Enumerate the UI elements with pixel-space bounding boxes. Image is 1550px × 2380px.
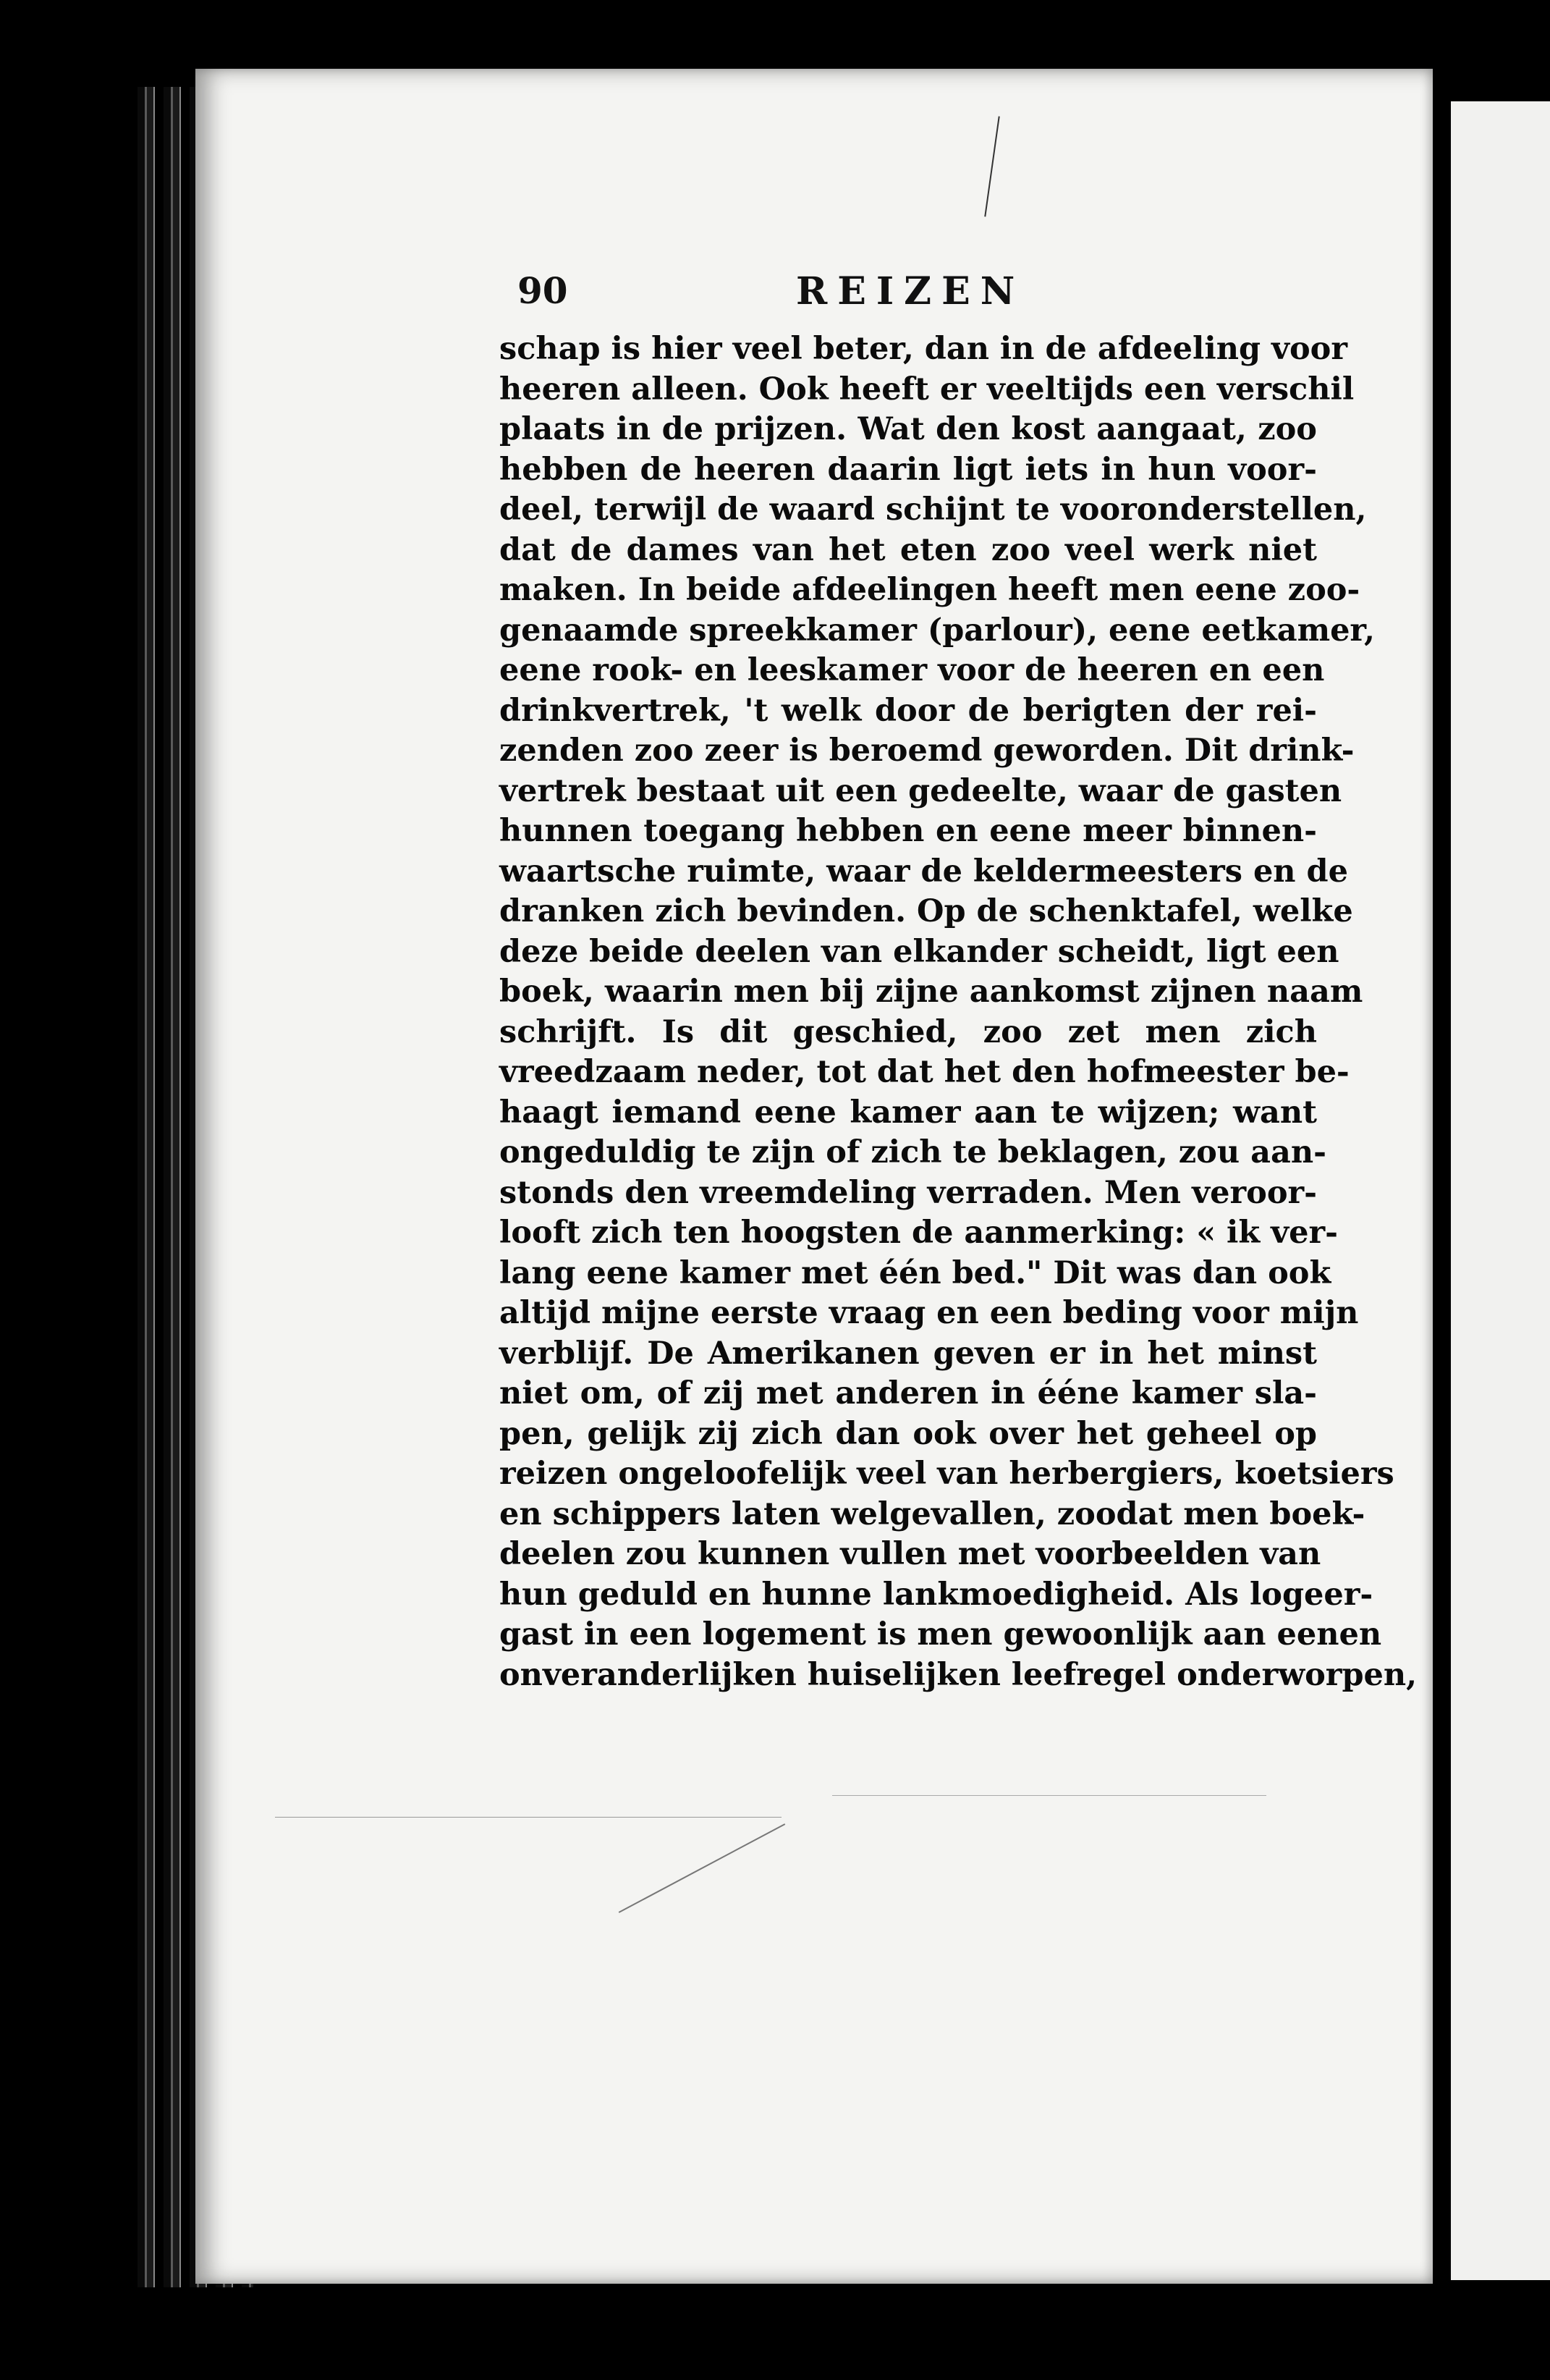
text-line: drinkvertrek, 't welk door de berigten der rei- <box>499 692 1317 729</box>
text-line: schrijft. Is dit geschied, zoo zet men zich <box>499 1013 1317 1050</box>
text-line: vreedzaam neder, tot dat het den hofmeester be- <box>499 1054 1350 1090</box>
text-line: ongeduldig te zijn of zich te beklagen, zou aan- <box>499 1134 1326 1170</box>
page-number: 90 <box>517 269 568 312</box>
text-line: lang eene kamer met één bed." Dit was dan ook <box>499 1254 1331 1291</box>
text-line: vertrek bestaat uit een gedeelte, waar de gasten <box>499 772 1342 809</box>
scan-scratch <box>275 1817 782 1818</box>
text-line: maken. In beide afdeelingen heeft men eene zoo- <box>499 572 1360 608</box>
text-line: deelen zou kunnen vullen met voorbeelden van <box>499 1536 1321 1572</box>
text-line: onveranderlijken huiselijken leefregel onderworpen, <box>499 1656 1418 1693</box>
scan-scratch <box>832 1795 1266 1796</box>
text-line: eene rook- en leeskamer voor de heeren en een <box>499 652 1325 688</box>
text-line: haagt iemand eene kamer aan te wijzen; want <box>499 1094 1317 1131</box>
text-line: verblijf. De Amerikanen geven er in het minst <box>499 1335 1317 1372</box>
body-text <box>499 329 1418 1695</box>
text-line: zenden zoo zeer is beroemd geworden. Dit drink- <box>499 733 1355 769</box>
text-line: deze beide deelen van elkander scheidt, ligt een <box>499 933 1339 970</box>
text-line: en schippers laten welgevallen, zoodat men boek- <box>499 1495 1365 1532</box>
text-line: gast in een logement is men gewoonlijk aan eenen <box>499 1616 1382 1653</box>
text-line: boek, waarin men bij zijne aankomst zijnen naam <box>499 974 1363 1010</box>
text-line: schap is hier veel beter, dan in de afdeeling voor <box>499 331 1348 367</box>
page-title: REIZEN <box>796 269 1025 313</box>
text-line: heeren alleen. Ook heeft er veeltijds een verschil <box>499 371 1355 408</box>
text-line: reizen ongeloofelijk veel van herbergiers, koetsiers <box>499 1456 1394 1492</box>
text-line: dranken zich bevinden. Op de schenktafel, welke <box>499 893 1353 929</box>
text-line: waartsche ruimte, waar de keldermeesters en de <box>499 853 1348 890</box>
text-line: dat de dames van het eten zoo veel werk niet <box>499 531 1317 568</box>
text-line: stonds den vreemdeling verraden. Men veroor- <box>499 1174 1317 1211</box>
text-line: looft zich ten hoogsten de aanmerking: « ik ver- <box>499 1215 1338 1251</box>
text-line: pen, gelijk zij zich dan ook over het geheel op <box>499 1415 1317 1452</box>
facing-page-edge <box>1451 101 1550 2280</box>
text-line: altijd mijne eerste vraag en een beding voor mijn <box>499 1295 1359 1331</box>
text-line: genaamde spreekkamer (parlour), eene eetkamer, <box>499 612 1375 649</box>
running-head <box>517 269 1306 313</box>
text-line: deel, terwijl de waard schijnt te vooronderstellen, <box>499 491 1367 528</box>
text-line: hun geduld en hunne lankmoedigheid. Als logeer- <box>499 1576 1373 1613</box>
text-line: niet om, of zij met anderen in ééne kamer sla- <box>499 1375 1317 1411</box>
text-line: hebben de heeren daarin ligt iets in hun voor- <box>499 451 1317 488</box>
text-line: hunnen toegang hebben en eene meer binnen- <box>499 813 1317 849</box>
text-line: plaats in de prijzen. Wat den kost aangaat, zoo <box>499 411 1317 447</box>
